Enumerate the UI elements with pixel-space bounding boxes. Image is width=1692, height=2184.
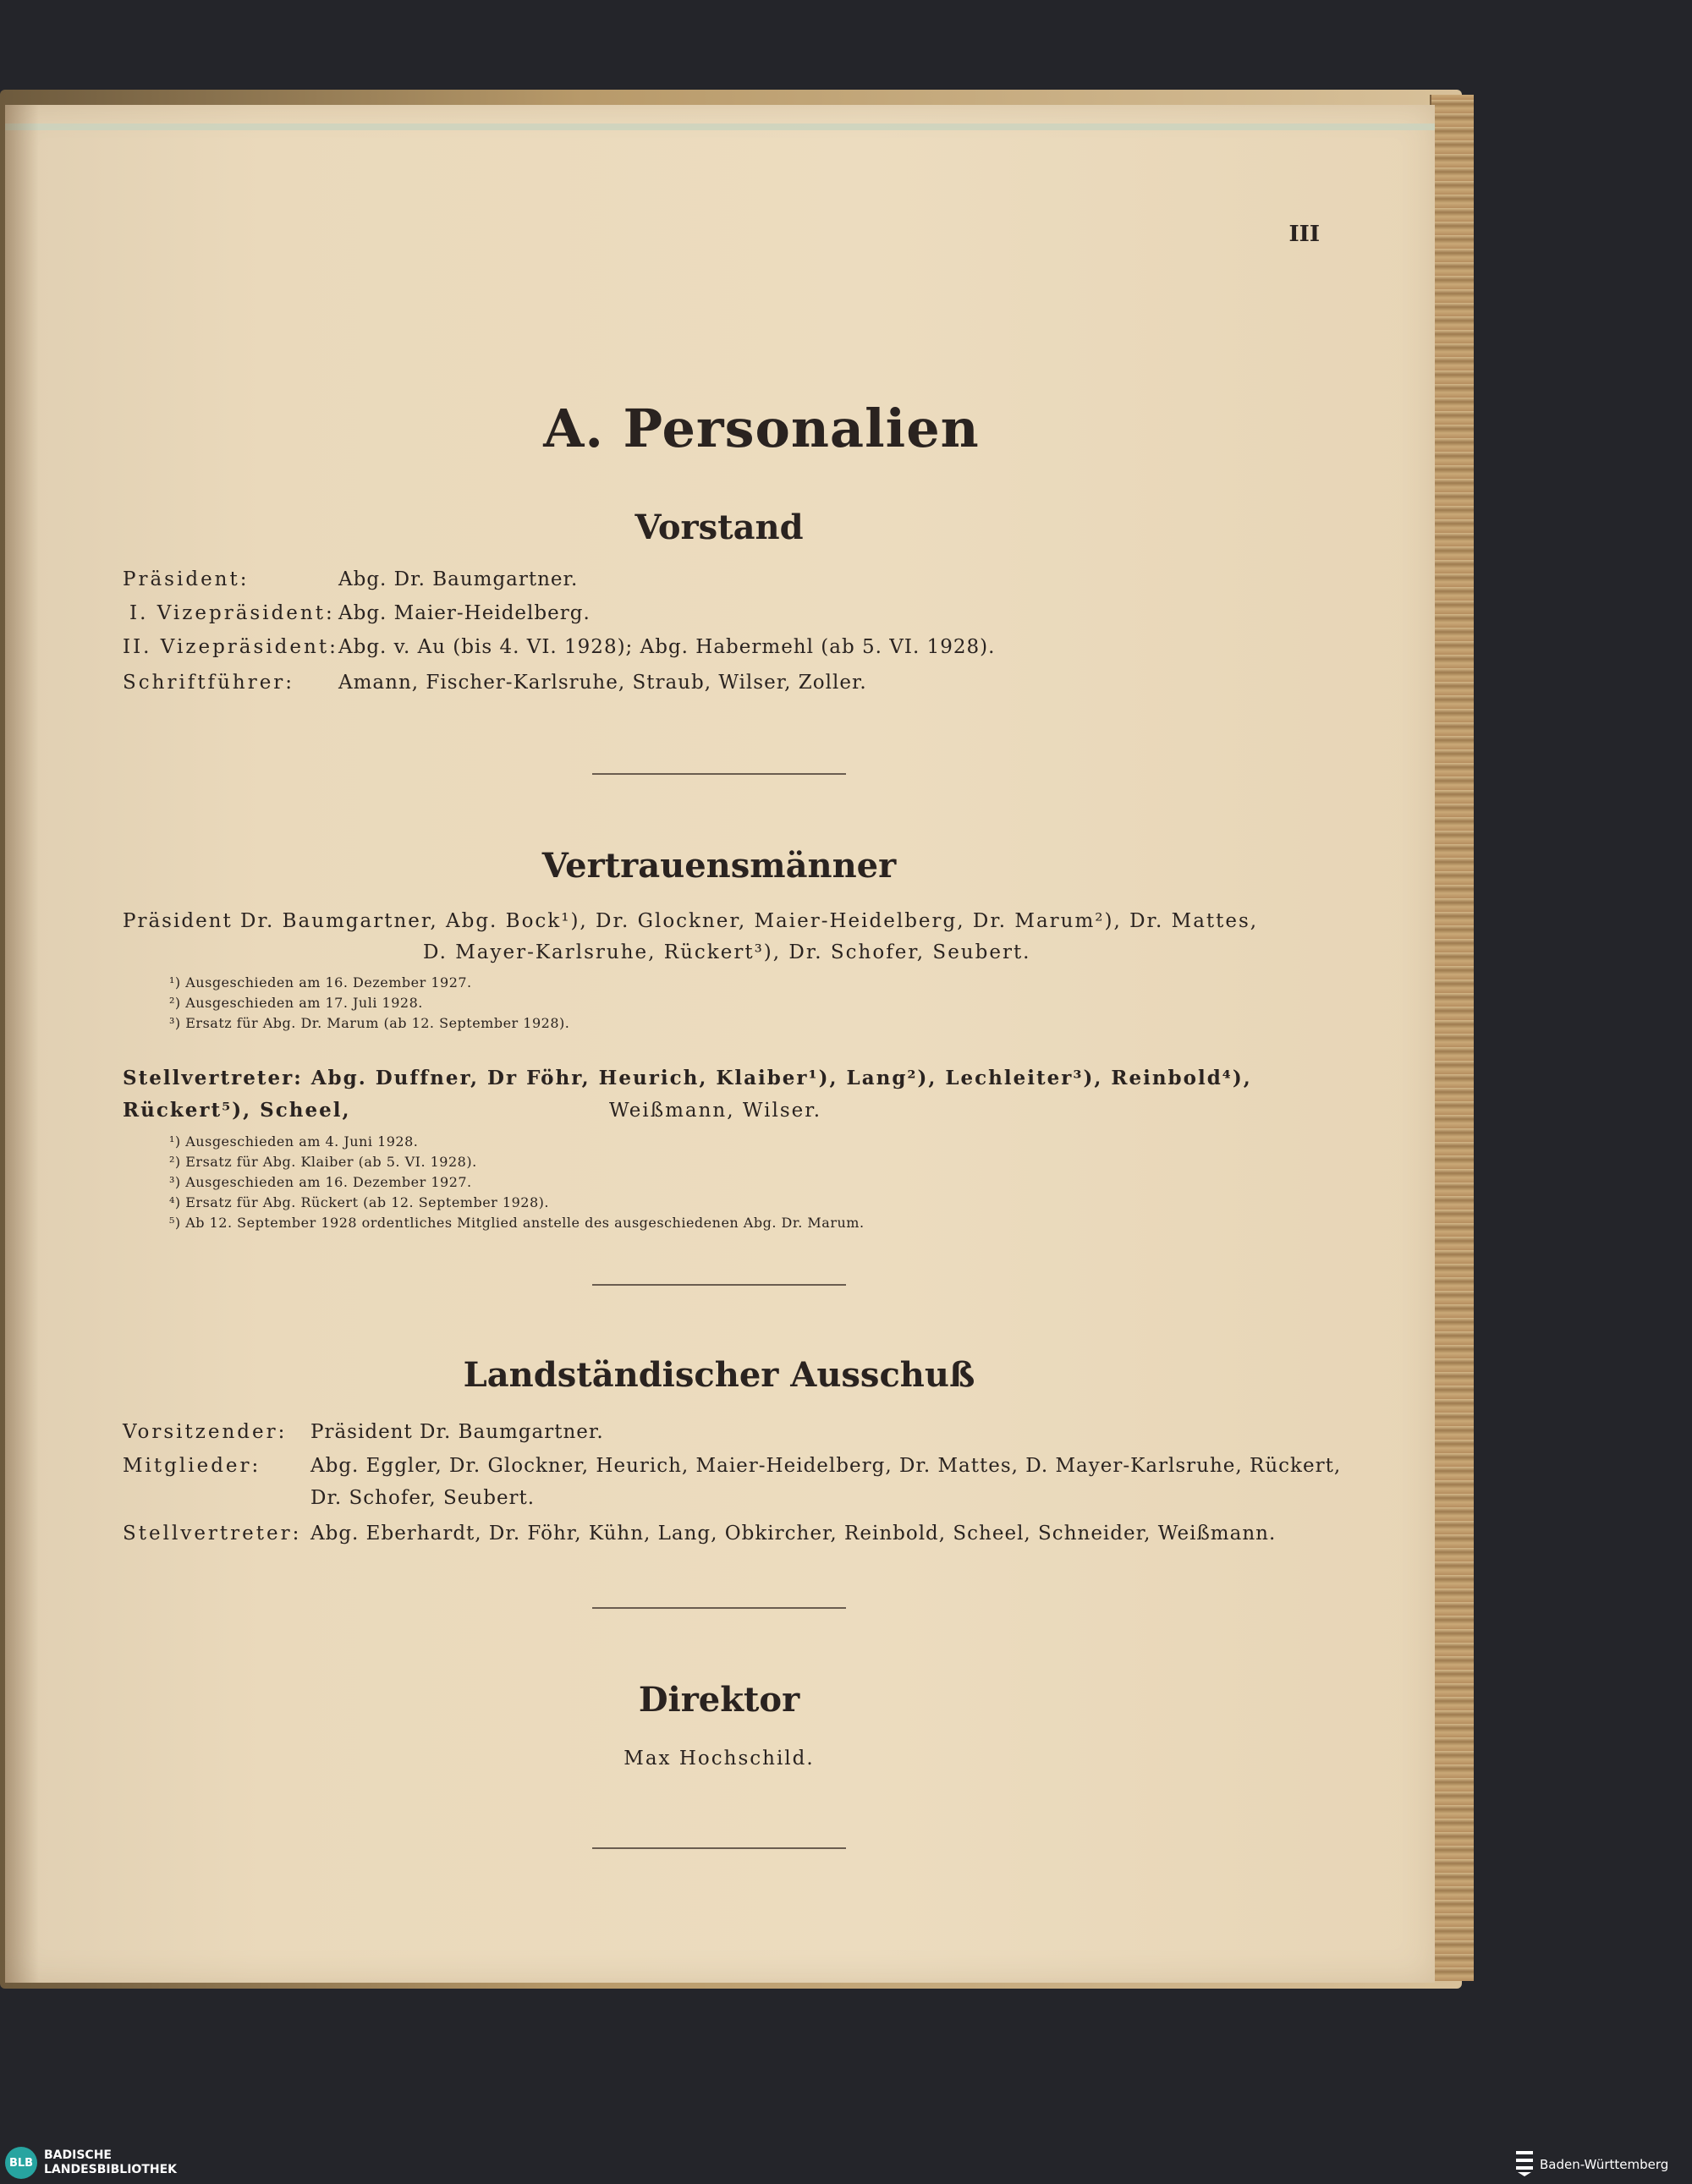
footnote: ⁴) Ersatz für Abg. Rückert (ab 12. September 1928). bbox=[169, 1194, 549, 1210]
footnote: ²) Ausgeschieden am 17. Juli 1928. bbox=[169, 995, 423, 1011]
row-value: Abg. v. Au (bis 4. VI. 1928); Abg. Habermehl (ab 5. VI. 1928). bbox=[338, 636, 996, 658]
row-value: Abg. Eggler, Dr. Glockner, Heurich, Maier-Heidelberg, Dr. Mattes, D. Mayer-Karlsruhe, Rückert, bbox=[310, 1455, 1342, 1477]
gutter-shadow bbox=[5, 105, 39, 1983]
row-label: Schriftführer: bbox=[123, 672, 295, 694]
row-label: I. Vizepräsident: bbox=[129, 602, 335, 624]
footnote: ³) Ausgeschieden am 16. Dezember 1927. bbox=[169, 1174, 472, 1190]
vertrauensmaenner-line-2: D. Mayer-Karlsruhe, Rückert³), Dr. Schofer, Seubert. bbox=[423, 941, 1031, 963]
row-value: Abg. Eberhardt, Dr. Föhr, Kühn, Lang, Obkircher, Reinbold, Scheel, Schneider, Weißmann. bbox=[310, 1523, 1277, 1545]
row-value: Abg. Maier-Heidelberg. bbox=[338, 602, 591, 624]
row-value: Präsident Dr. Baumgartner. bbox=[310, 1421, 604, 1443]
footnote: ³) Ersatz für Abg. Dr. Marum (ab 12. September 1928). bbox=[169, 1015, 570, 1031]
page-number: III bbox=[1288, 222, 1320, 247]
blb-wordmark[interactable] bbox=[44, 2148, 177, 2177]
section-divider bbox=[592, 1607, 846, 1609]
page-title: A. Personalien bbox=[543, 398, 980, 459]
footnote: ¹) Ausgeschieden am 4. Juni 1928. bbox=[169, 1133, 419, 1150]
book-fore-edge bbox=[1430, 95, 1474, 1981]
stellvertreter-line-1: Stellvertreter: Abg. Duffner, Dr Föhr, Heurich, Klaiber¹), Lang²), Lechleiter³), Reinbold⁴), Rückert⁵), Scheel, bbox=[123, 1067, 1252, 1122]
blb-logo-icon[interactable]: BLB bbox=[5, 2147, 37, 2179]
blb-line-1: BADISCHE bbox=[44, 2148, 112, 2162]
direktor-name: Max Hochschild. bbox=[624, 1748, 815, 1770]
blb-line-2: LANDESBIBLIOTHEK bbox=[44, 2163, 178, 2176]
direktor-heading: Direktor bbox=[638, 1680, 800, 1720]
row-label: Mitglieder: bbox=[123, 1455, 261, 1477]
vertrauensmaenner-heading: Vertrauensmänner bbox=[541, 846, 897, 886]
ausschuss-heading: Landständischer Ausschuß bbox=[463, 1355, 975, 1395]
section-divider bbox=[592, 1284, 846, 1286]
page-top-edge bbox=[5, 123, 1435, 130]
row-value-continued: Dr. Schofer, Seubert. bbox=[310, 1487, 536, 1509]
footnote: ⁵) Ab 12. September 1928 ordentliches Mitglied anstelle des ausgeschiedenen Abg. Dr. Marum. bbox=[169, 1215, 865, 1231]
vorstand-heading: Vorstand bbox=[634, 508, 804, 547]
row-value: Abg. Dr. Baumgartner. bbox=[338, 568, 579, 590]
footer-bar bbox=[0, 2143, 1692, 2184]
baden-wuerttemberg-lion-icon[interactable] bbox=[1514, 2148, 1535, 2177]
footnote: ¹) Ausgeschieden am 16. Dezember 1927. bbox=[169, 974, 472, 990]
stellvertreter-line-2: Weißmann, Wilser. bbox=[609, 1100, 822, 1122]
footnote: ²) Ersatz für Abg. Klaiber (ab 5. VI. 1928). bbox=[169, 1154, 477, 1170]
vertrauensmaenner-line-1: Präsident Dr. Baumgartner, Abg. Bock¹), Dr. Glockner, Maier-Heidelberg, Dr. Marum²), Dr. Mattes, bbox=[123, 910, 1259, 932]
row-label: Präsident: bbox=[123, 568, 250, 590]
row-label: Stellvertreter: bbox=[123, 1523, 302, 1545]
row-label: Vorsitzender: bbox=[123, 1421, 288, 1443]
row-label: II. Vizepräsident: bbox=[123, 636, 338, 658]
section-divider bbox=[592, 773, 846, 775]
baden-wuerttemberg-label[interactable]: Baden-Württemberg bbox=[1540, 2157, 1669, 2172]
section-divider bbox=[592, 1847, 846, 1849]
row-value: Amann, Fischer-Karlsruhe, Straub, Wilser, Zoller. bbox=[338, 672, 867, 694]
